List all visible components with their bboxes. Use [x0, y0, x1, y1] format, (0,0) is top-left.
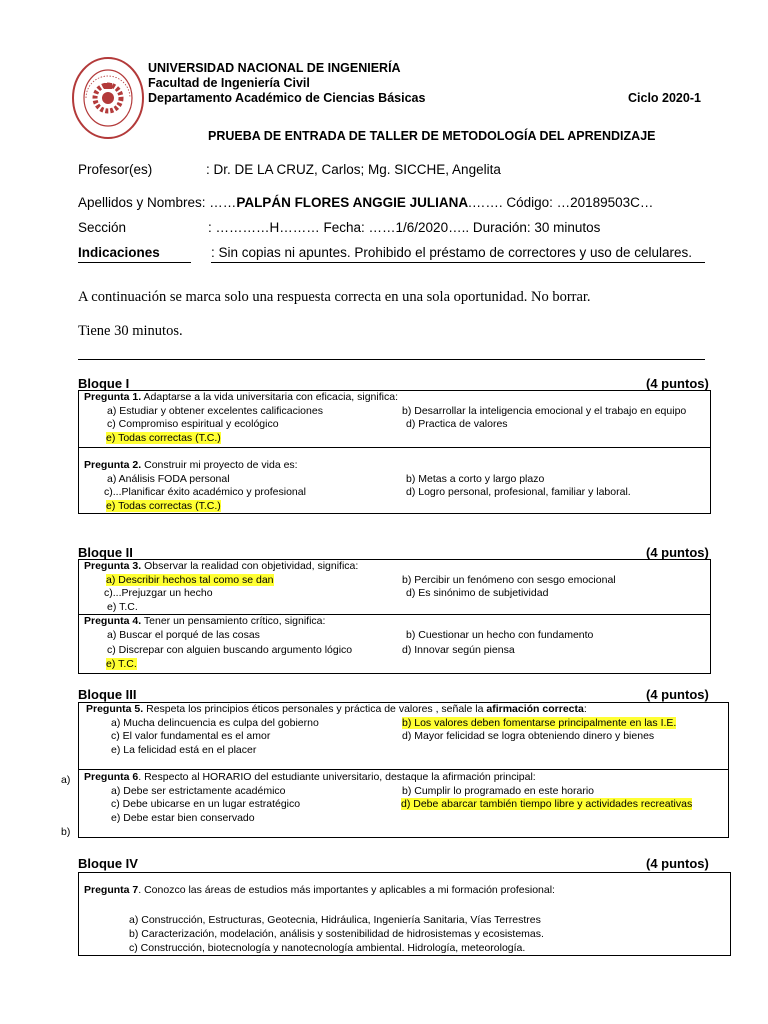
divider [78, 359, 705, 360]
q3-option-d[interactable]: d) Es sinónimo de subjetividad [406, 587, 549, 599]
q5-option-c[interactable]: c) El valor fundamental es el amor [111, 730, 271, 742]
university-logo [70, 55, 146, 141]
q3-option-e[interactable]: e) T.C. [107, 601, 138, 613]
q7-option-a[interactable]: a) Construcción, Estructuras, Geotecnia, Hidráulica, Ingeniería Sanitaria, Vías Terrestres [129, 914, 541, 926]
q1-option-d[interactable]: d) Practica de valores [406, 418, 508, 430]
indicaciones-value: : Sin copias ni apuntes. Prohibido el préstamo de correctores y uso de celulares. [211, 245, 693, 260]
question-1-title: Pregunta 1. Adaptarse a la vida universitaria con eficacia, significa: [84, 391, 398, 403]
exam-title: PRUEBA DE ENTRADA DE TALLER DE METODOLOGÍA DEL APRENDIZAJE [208, 129, 656, 143]
bloque-1-title: Bloque I [78, 376, 130, 391]
q2-option-d[interactable]: d) Logro personal, profesional, familiar y laboral. [406, 486, 631, 498]
indicaciones-label: Indicaciones [78, 245, 160, 260]
q6-margin-b: b) [61, 826, 71, 838]
q4-option-d[interactable]: d) Innovar según piensa [402, 644, 515, 656]
q6-margin-a: a) [61, 774, 71, 786]
nombres-value: PALPÁN FLORES ANGGIE JULIANA [236, 195, 469, 210]
instruction-line-2: Tiene 30 minutos. [78, 323, 183, 339]
bloque-4-points: (4 puntos) [646, 856, 709, 871]
q3-option-b[interactable]: b) Percibir un fenómeno con sesgo emocional [402, 574, 616, 586]
indicaciones-underline [78, 262, 191, 263]
bloque-1-row-divider [78, 447, 711, 448]
nombres-line [78, 195, 653, 210]
q6-option-b[interactable]: b) Cumplir lo programado en este horario [402, 785, 595, 797]
question-2-title: Pregunta 2. Construir mi proyecto de vida es: [84, 459, 298, 471]
q2-option-b[interactable]: b) Metas a corto y largo plazo [406, 473, 545, 485]
instruction-line-1: A continuación se marca solo una respuesta correcta en una sola oportunidad. No borrar. [78, 289, 591, 305]
q5-option-d[interactable]: d) Mayor felicidad se logra obteniendo dinero y bienes [402, 730, 655, 742]
q4-option-e-selected[interactable]: e) T.C. [106, 658, 137, 670]
question-6-title: Pregunta 6. Respecto al HORARIO del estudiante universitario, destaque la afirmación principal: [84, 771, 536, 783]
department-name: Departamento Académico de Ciencias Básicas [148, 91, 426, 105]
question-4-title: Pregunta 4. Tener un pensamiento crítico, significa: [84, 615, 326, 627]
q4-option-b[interactable]: b) Cuestionar un hecho con fundamento [406, 629, 594, 641]
q1-option-a[interactable]: a) Estudiar y obtener excelentes calificaciones [107, 405, 323, 417]
q4-option-c[interactable]: c) Discrepar con alguien buscando argumento lógico [107, 644, 353, 656]
q6-option-d-selected[interactable]: d) Debe abarcar también tiempo libre y actividades recreativas [401, 798, 693, 810]
seccion-label: Sección [78, 220, 127, 235]
q3-option-a-selected[interactable]: a) Describir hechos tal como se dan [106, 574, 274, 586]
q4-option-a[interactable]: a) Buscar el porqué de las cosas [107, 629, 260, 641]
q2-option-e-selected[interactable]: e) Todas correctas (T.C.) [106, 500, 221, 512]
bloque-2-points: (4 puntos) [646, 545, 709, 560]
q1-option-c[interactable]: c) Compromiso espiritual y ecológico [107, 418, 279, 430]
q2-option-a[interactable]: a) Análisis FODA personal [107, 473, 230, 485]
q1-option-e-selected[interactable]: e) Todas correctas (T.C.) [106, 432, 221, 444]
faculty-name: Facultad de Ingeniería Civil [148, 76, 310, 90]
bloque-2-title: Bloque II [78, 545, 133, 560]
question-3-title: Pregunta 3. Observar la realidad con objetividad, significa: [84, 560, 359, 572]
profesor-value: : Dr. DE LA CRUZ, Carlos; Mg. SICCHE, Angelita [206, 162, 501, 177]
q7-option-c[interactable]: c) Construcción, biotecnología y nanotecnología ambiental. Hidrología, meteorología. [129, 942, 526, 954]
q1-option-b[interactable]: b) Desarrollar la inteligencia emocional y el trabajo en equipo [402, 405, 687, 417]
q7-option-b[interactable]: b) Caracterización, modelación, análisis y sostenibilidad de hidrosistemas y ecosistemas. [129, 928, 544, 940]
nombres-suffix: .……. Código: …20189503C… [468, 195, 654, 210]
q5-option-a[interactable]: a) Mucha delincuencia es culpa del gobierno [111, 717, 319, 729]
bloque-1-points: (4 puntos) [646, 376, 709, 391]
bloque-4-title: Bloque IV [78, 856, 138, 871]
q5-option-e[interactable]: e) La felicidad está en el placer [111, 744, 257, 756]
question-5-title: Pregunta 5. Respeta los principios éticos personales y práctica de valores , señale la afirmación correcta: [86, 703, 587, 715]
seccion-value: : …………H……… Fecha: ……1/6/2020….. Duración: 30 minutos [208, 220, 601, 235]
q6-option-a[interactable]: a) Debe ser estrictamente académico [111, 785, 286, 797]
q5-option-b-selected[interactable]: b) Los valores deben fomentarse principalmente en las I.E. [402, 717, 677, 729]
q6-option-e[interactable]: e) Debe estar bien conservado [111, 812, 255, 824]
indicaciones-value-underline [211, 262, 705, 263]
cycle-label: Ciclo 2020-1 [628, 91, 701, 105]
q6-option-c[interactable]: c) Debe ubicarse en un lugar estratégico [111, 798, 301, 810]
bloque-3-title: Bloque III [78, 687, 137, 702]
question-7-title: Pregunta 7. Conozco las áreas de estudios más importantes y aplicables a mi formación profesional: [84, 884, 555, 896]
q2-option-c[interactable]: c)...Planificar éxito académico y profesional [104, 486, 306, 498]
bloque-3-row-divider [78, 769, 729, 770]
university-name: UNIVERSIDAD NACIONAL DE INGENIERÍA [148, 61, 401, 75]
bloque-3-points: (4 puntos) [646, 687, 709, 702]
q3-option-c[interactable]: c)...Prejuzgar un hecho [104, 587, 213, 599]
profesor-label: Profesor(es) [78, 162, 153, 177]
nombres-label: Apellidos y Nombres: …… [78, 195, 237, 210]
